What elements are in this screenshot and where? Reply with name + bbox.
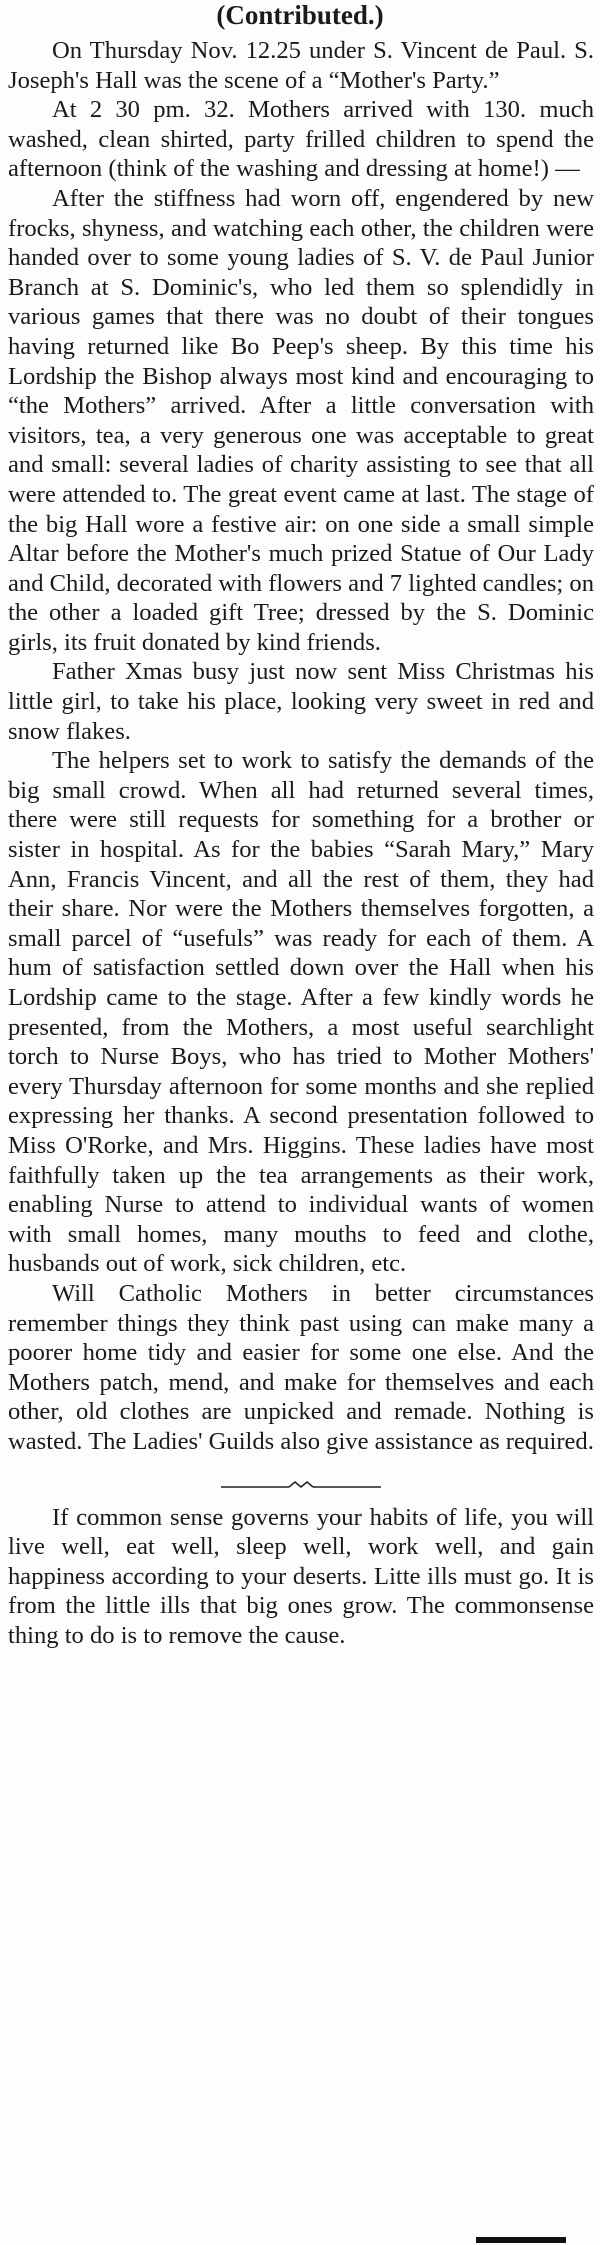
article-paragraph: At 2 30 pm. 32. Mothers arrived with 130. much washed, clean shirted, party frilled children to spend the afternoon (think of the washing and dressing at home!) —: [8, 96, 594, 183]
article-paragraph: Will Catholic Mothers in better circumstances remember things they think past using can make many a poorer home tidy and easier for some one else. And the Mothers patch, mend, and make for themselves and each other, old clothes are unpicked and remade. Nothing is wasted. The Ladies' Guilds also give assistance as required.: [8, 1279, 594, 1455]
article-body: [0, 32, 600, 1650]
article-heading: (Contributed.): [216, 0, 384, 30]
article-paragraph: The helpers set to work to satisfy the demands of the big small crowd. When all had returned several times, there were still requests for something for a brother or sister in hospital. As for the babies “Sarah Mary,” Mary Ann, Francis Vincent, and all the rest of them, they had their share. Nor were the Mothers themselves forgotten, a small parcel of “usefuls” was ready for each of them. A hum of satisfaction settled down over the Hall when his Lordship came to the stage. After a few kindly words he presented, from the Mothers, a most useful searchlight torch to Nurse Boys, who has tried to Mother Mothers' every Thursday afternoon for some months and she replied expressing her thanks. A second presentation followed to Miss O'Rorke, and Mrs. Higgins. These ladies have most faithfully taken up the tea arrangements as their work, enabling Nurse to attend to individual wants of women with small homes, many mouths to feed and clothe, husbands out of work, sick children, etc.: [8, 747, 594, 1278]
article-paragraph: Father Xmas busy just now sent Miss Christmas his little girl, to take his place, looking very sweet in red and snow flakes.: [8, 658, 594, 745]
next-article-rule: [476, 2237, 566, 2243]
ornamental-divider: [221, 1477, 381, 1497]
closing-paragraph: If common sense governs your habits of life, you will live well, eat well, sleep well, work well, and gain happiness according to your deserts. Litte ills must go. It is from the little ills that big ones grow. The commonsense thing to do is to remove the cause.: [8, 1503, 594, 1649]
article-paragraph: After the stiffness had worn off, engendered by new frocks, shyness, and watching each other, the children were handed over to some young ladies of S. V. de Paul Junior Branch at S. Dominic's, who led them so splendidly in various games that there was no doubt of their tongues having returned like Bo Peep's sheep. By this time his Lordship the Bishop always most kind and encouraging to “the Mothers” arrived. After a little conversation with visitors, tea, a very generous one was acceptable to great and small: several ladies of charity assisting to see that all were attended to. The great event came at last. The stage of the big Hall wore a festive air: on one side a small simple Altar before the Mother's much prized Statue of Our Lady and Child, decorated with flowers and 7 lighted candles; on the other a loaded gift Tree; dressed by the S. Dominic girls, its fruit donated by kind friends.: [8, 184, 594, 656]
article-paragraph: On Thursday Nov. 12.25 under S. Vincent de Paul. S. Joseph's Hall was the scene of a “Mother's Party.”: [8, 37, 594, 94]
